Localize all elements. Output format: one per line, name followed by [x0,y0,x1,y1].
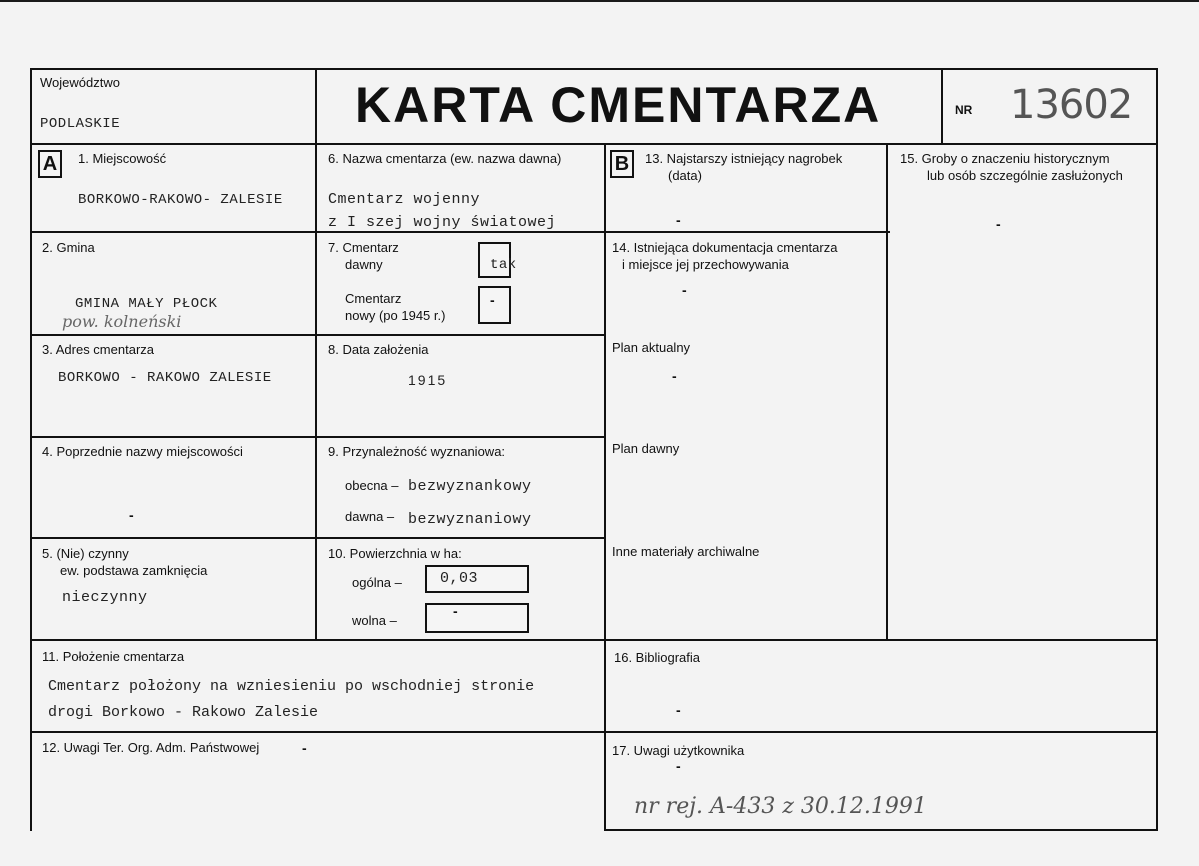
wolna-label: wolna – [352,613,397,628]
rule [30,639,1158,641]
field-8-value: 1915 [408,372,448,388]
field-14-value: - [682,282,687,298]
field-8-label: 8. Data założenia [328,342,429,357]
cemetery-card [0,2,1199,866]
wojewodztwo-value: PODLASKIE [40,116,121,132]
field-9-label: 9. Przynależność wyznaniowa: [328,444,506,459]
section-b-marker: B [610,150,634,178]
plan-aktualny-value: - [672,368,677,384]
plan-dawny-label: Plan dawny [612,441,680,456]
rule [315,68,317,640]
page-title: KARTA CMENTARZA [355,77,882,133]
rule [30,537,606,539]
field-15-label: 15. Groby o znaczeniu historycznym [900,151,1110,166]
field-14-label: 14. Istniejąca dokumentacja cmentarza [612,240,838,255]
field-7-nowy-label: nowy (po 1945 r.) [345,308,446,323]
dawny-value: tak [490,257,517,273]
wolna-field[interactable] [425,603,529,633]
rule [30,68,32,831]
field-17-value: - [676,758,681,774]
field-7-cmentarz-label: Cmentarz [345,291,402,306]
rule [30,436,606,438]
field-7-label: 7. Cmentarz [328,240,399,255]
field-2-value: GMINA MAŁY PŁOCK [75,296,218,312]
field-11-line-1: Cmentarz położony na wzniesieniu po wschodniej stronie [48,678,535,695]
rule [30,731,1158,733]
field-16-value: - [676,702,681,718]
nr-value: 13602 [1010,82,1133,128]
field-2-label: 2. Gmina [42,240,95,255]
field-12-value: - [302,740,307,756]
field-5-label-2: ew. podstawa zamknięcia [60,563,208,578]
field-1-label: 1. Miejscowość [78,151,167,166]
nowy-value: - [490,292,495,308]
field-7-dawny-label: dawny [345,257,383,272]
field-3-label: 3. Adres cmentarza [42,342,154,357]
field-14-label-2: i miejsce jej przechowywania [622,257,789,272]
field-16-label: 16. Bibliografia [614,650,700,665]
field-11-label: 11. Położenie cmentarza [42,649,185,664]
dawna-value: bezwyznaniowy [408,511,532,528]
rule [30,68,1158,70]
rule [30,143,1158,145]
obecna-value: bezwyznankowy [408,478,532,495]
rule [941,68,943,144]
field-17-note: nr rej. A-433 z 30.12.1991 [634,794,927,819]
field-15-value: - [996,216,1001,232]
field-13-label-2: (data) [668,168,702,183]
field-11-line-2: drogi Borkowo - Rakowo Zalesie [48,704,319,721]
field-12-label: 12. Uwagi Ter. Org. Adm. Państwowej [42,740,260,755]
field-6-line-2: z I szej wojny światowej [328,214,557,231]
wojewodztwo-label: Województwo [40,75,120,90]
inne-materialy-label: Inne materiały archiwalne [612,544,760,559]
section-a-marker: A [38,150,62,178]
rule [1156,68,1158,831]
field-3-value: BORKOWO - RAKOWO ZALESIE [58,370,272,386]
plan-aktualny-label: Plan aktualny [612,340,691,355]
ogolna-label: ogólna – [352,575,402,590]
field-4-value: - [129,507,134,523]
field-13-value: - [676,212,681,228]
field-6-line-1: Cmentarz wojenny [328,191,481,208]
rule [886,143,888,640]
field-2-note: pow. kolneński [62,312,182,331]
field-1-value: BORKOWO-RAKOWO- ZALESIE [78,192,283,208]
wolna-value: - [453,603,458,619]
field-13-label: 13. Najstarszy istniejący nagrobek [645,151,843,166]
field-6-label: 6. Nazwa cmentarza (ew. nazwa dawna) [328,151,562,166]
ogolna-value: 0,03 [440,570,479,587]
dawna-label: dawna – [345,509,395,524]
rule [604,829,1158,831]
field-17-label: 17. Uwagi użytkownika [612,743,745,758]
field-5-value: nieczynny [62,589,148,606]
rule [604,143,606,831]
obecna-label: obecna – [345,478,399,493]
field-5-label: 5. (Nie) czynny [42,546,129,561]
field-15-label-2: lub osób szczególnie zasłużonych [927,168,1123,183]
rule [30,334,606,336]
field-4-label: 4. Poprzednie nazwy miejscowości [42,444,243,459]
field-10-label: 10. Powierzchnia w ha: [328,546,462,561]
nr-label: NR [955,103,973,117]
